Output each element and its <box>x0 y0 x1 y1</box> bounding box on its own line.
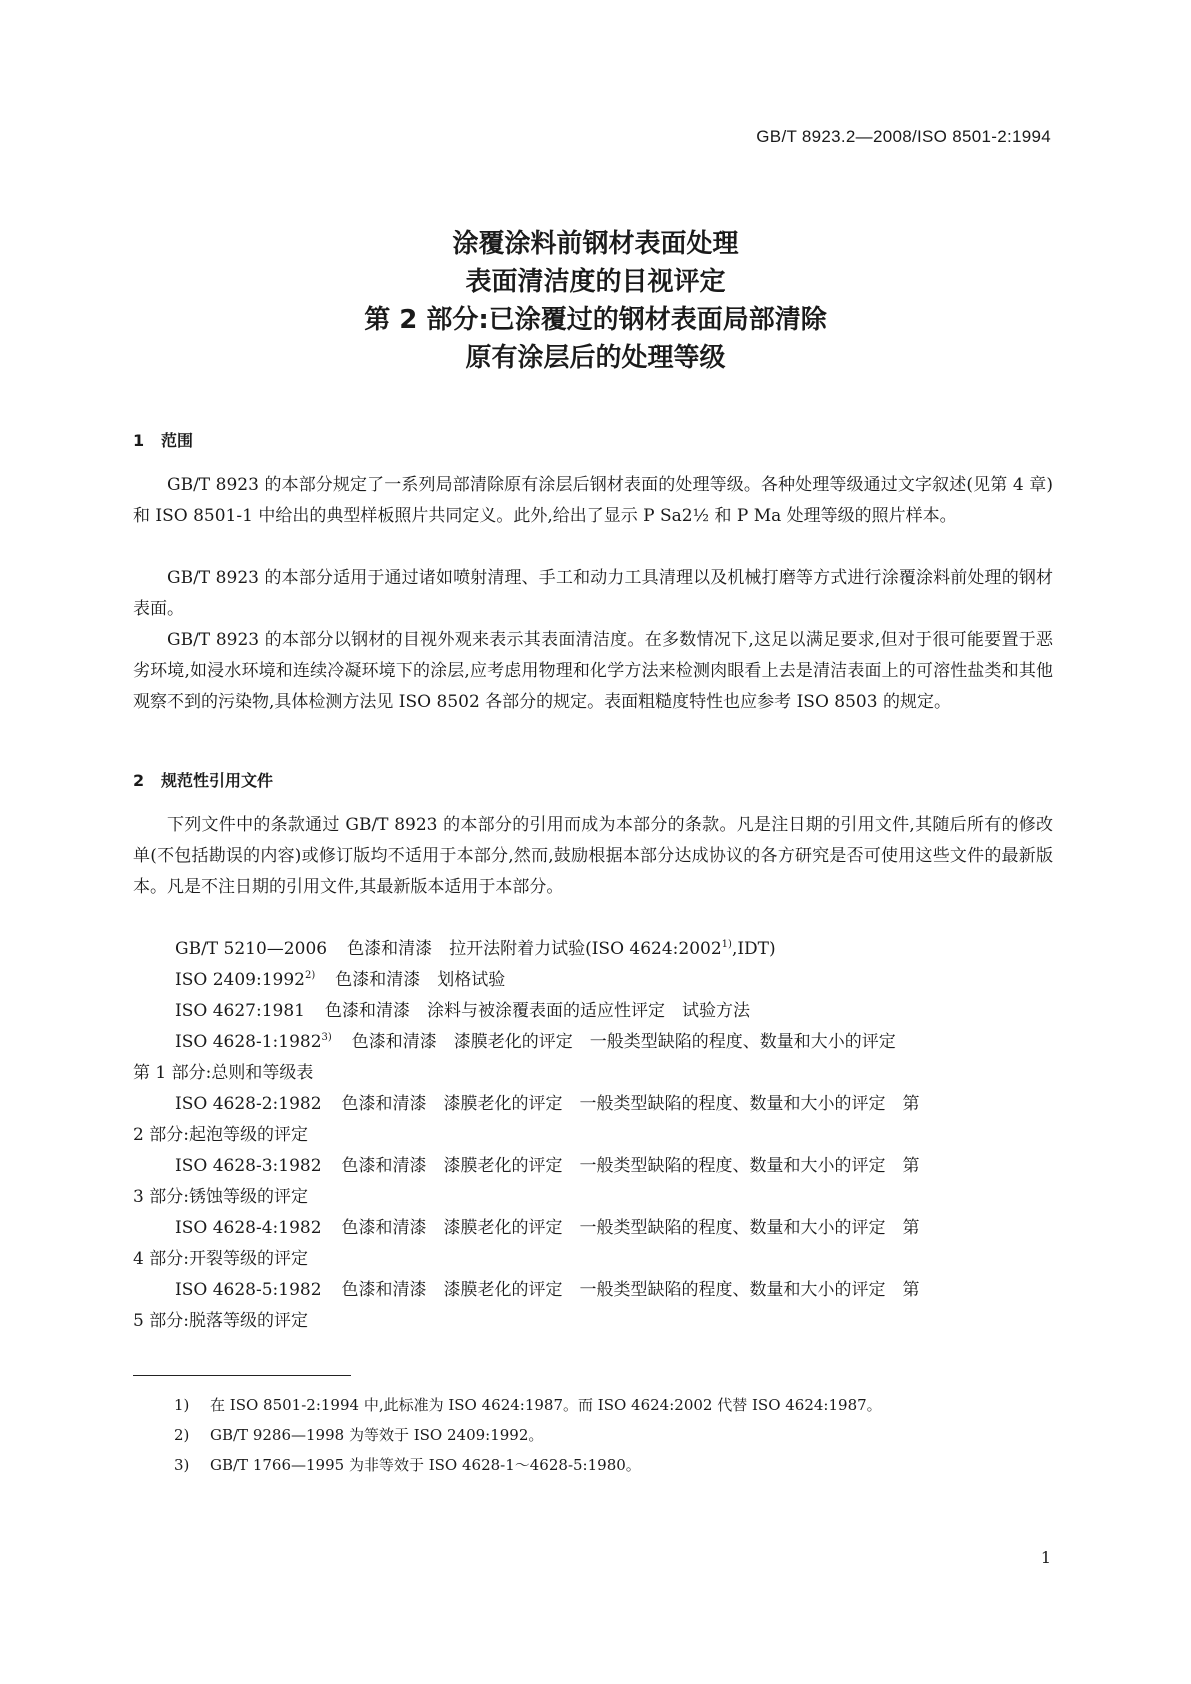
standard-code: GB/T 8923.2—2008/ISO 8501-2:1994 <box>756 127 1051 146</box>
reference-code: ISO 4628-4:1982 <box>175 1218 322 1238</box>
footnote-text: GB/T 9286—1998 为等效于 ISO 2409:1992。 <box>210 1426 544 1444</box>
reference-title: 色漆和清漆 漆膜老化的评定 一般类型缺陷的程度、数量和大小的评定 第 <box>341 1280 920 1300</box>
reference-item <box>133 934 1053 965</box>
reference-continuation: 2 部分:起泡等级的评定 <box>133 1125 308 1145</box>
footnote-text: 在 ISO 8501-2:1994 中,此标准为 ISO 4624:1987。而 ISO 4624:2002 代替 ISO 4624:1987。 <box>210 1396 882 1414</box>
section-2-number: 2 <box>133 771 145 790</box>
footnote-divider <box>133 1375 351 1376</box>
section-1-paragraph-2: GB/T 8923 的本部分适用于通过诸如喷射清理、手工和动力工具清理以及机械打磨等方式进行涂覆涂料前处理的钢材表面。 <box>133 568 1053 619</box>
reference-item <box>133 996 1053 1027</box>
section-1-paragraph-3: GB/T 8923 的本部分以钢材的目视外观来表示其表面清洁度。在多数情况下,这足以满足要求,但对于很可能要置于恶劣环境,如浸水环境和连续冷凝环境下的涂层,应考虑用物理和化学方法来检测肉眼看上去是清洁表面上的可溶性盐类和其他观察不到的污染物,具体检测方法见 ISO 8502 各部分的规定。表面粗糙度特性也应参考 ISO 8503 的规定。 <box>133 630 1053 712</box>
reference-title: 色漆和清漆 拉开法附着力试验(ISO 4624:2002 <box>347 939 722 959</box>
title-line-4: 原有涂层后的处理等级 <box>465 343 726 373</box>
footnote-item <box>174 1395 882 1415</box>
reference-continuation: 3 部分:锈蚀等级的评定 <box>133 1187 308 1207</box>
reference-tail: ,IDT) <box>731 939 776 959</box>
reference-continuation: 第 1 部分:总则和等级表 <box>133 1063 314 1083</box>
reference-code: ISO 4628-3:1982 <box>175 1156 322 1176</box>
section-2-intro: 下列文件中的条款通过 GB/T 8923 的本部分的引用而成为本部分的条款。凡是注日期的引用文件,其随后所有的修改单(不包括勘误的内容)或修订版均不适用于本部分,然而,鼓励根据本部分达成协议的各方研究是否可使用这些文件的最新版本。凡是不注日期的引用文件,其最新版本适用于本部分。 <box>133 815 1053 897</box>
footnote-text: GB/T 1766—1995 为非等效于 ISO 4628-1～4628-5:1980。 <box>210 1456 641 1474</box>
footnote-item <box>174 1455 641 1475</box>
reference-continuation: 4 部分:开裂等级的评定 <box>133 1249 308 1269</box>
reference-code: ISO 4628-1:1982 <box>175 1032 322 1052</box>
footnote-mark: 1) <box>174 1396 190 1414</box>
reference-item <box>133 1275 1053 1337</box>
reference-code: ISO 4628-5:1982 <box>175 1280 322 1300</box>
reference-title: 色漆和清漆 涂料与被涂覆表面的适应性评定 试验方法 <box>324 1001 750 1021</box>
reference-code: ISO 2409:1992 <box>175 970 305 990</box>
reference-item <box>133 1151 1053 1213</box>
section-1-paragraph-1: GB/T 8923 的本部分规定了一系列局部清除原有涂层后钢材表面的处理等级。各种处理等级通过文字叙述(见第 4 章)和 ISO 8501-1 中给出的典型样板照片共同定义。此外,给出了显示 P Sa2½ 和 P Ma 处理等级的照片样本。 <box>133 475 1053 526</box>
document-title <box>0 225 1191 377</box>
footnote-item <box>174 1425 543 1445</box>
reference-code: ISO 4628-2:1982 <box>175 1094 322 1114</box>
reference-item <box>133 965 1053 996</box>
reference-code: ISO 4627:1981 <box>175 1001 305 1021</box>
reference-item <box>133 1089 1053 1151</box>
reference-title: 色漆和清漆 漆膜老化的评定 一般类型缺陷的程度、数量和大小的评定 第 <box>341 1156 920 1176</box>
section-1-number: 1 <box>133 431 145 450</box>
title-line-2: 表面清洁度的目视评定 <box>465 267 726 297</box>
footnote-marker: 2) <box>304 970 316 981</box>
page-number: 1 <box>1040 1548 1051 1567</box>
footnote-mark: 2) <box>174 1426 190 1444</box>
reference-title: 色漆和清漆 漆膜老化的评定 一般类型缺陷的程度、数量和大小的评定 <box>351 1032 896 1052</box>
reference-title: 色漆和清漆 漆膜老化的评定 一般类型缺陷的程度、数量和大小的评定 第 <box>341 1218 920 1238</box>
footnote-marker: 1) <box>721 939 732 950</box>
section-2-heading <box>133 768 273 791</box>
reference-item <box>133 1213 1053 1275</box>
footnote-marker: 3) <box>321 1032 332 1043</box>
section-2-title: 规范性引用文件 <box>161 771 274 790</box>
title-line-1: 涂覆涂料前钢材表面处理 <box>452 229 739 259</box>
section-1-title: 范围 <box>161 431 194 450</box>
reference-continuation: 5 部分:脱落等级的评定 <box>133 1311 308 1331</box>
section-1-heading <box>133 428 193 451</box>
reference-title: 色漆和清漆 漆膜老化的评定 一般类型缺陷的程度、数量和大小的评定 第 <box>341 1094 920 1114</box>
reference-title: 色漆和清漆 划格试验 <box>335 970 506 990</box>
title-line-3: 第 2 部分:已涂覆过的钢材表面局部清除 <box>364 305 827 335</box>
reference-item <box>133 1027 1053 1089</box>
footnote-mark: 3) <box>174 1456 190 1474</box>
reference-code: GB/T 5210—2006 <box>175 939 328 959</box>
